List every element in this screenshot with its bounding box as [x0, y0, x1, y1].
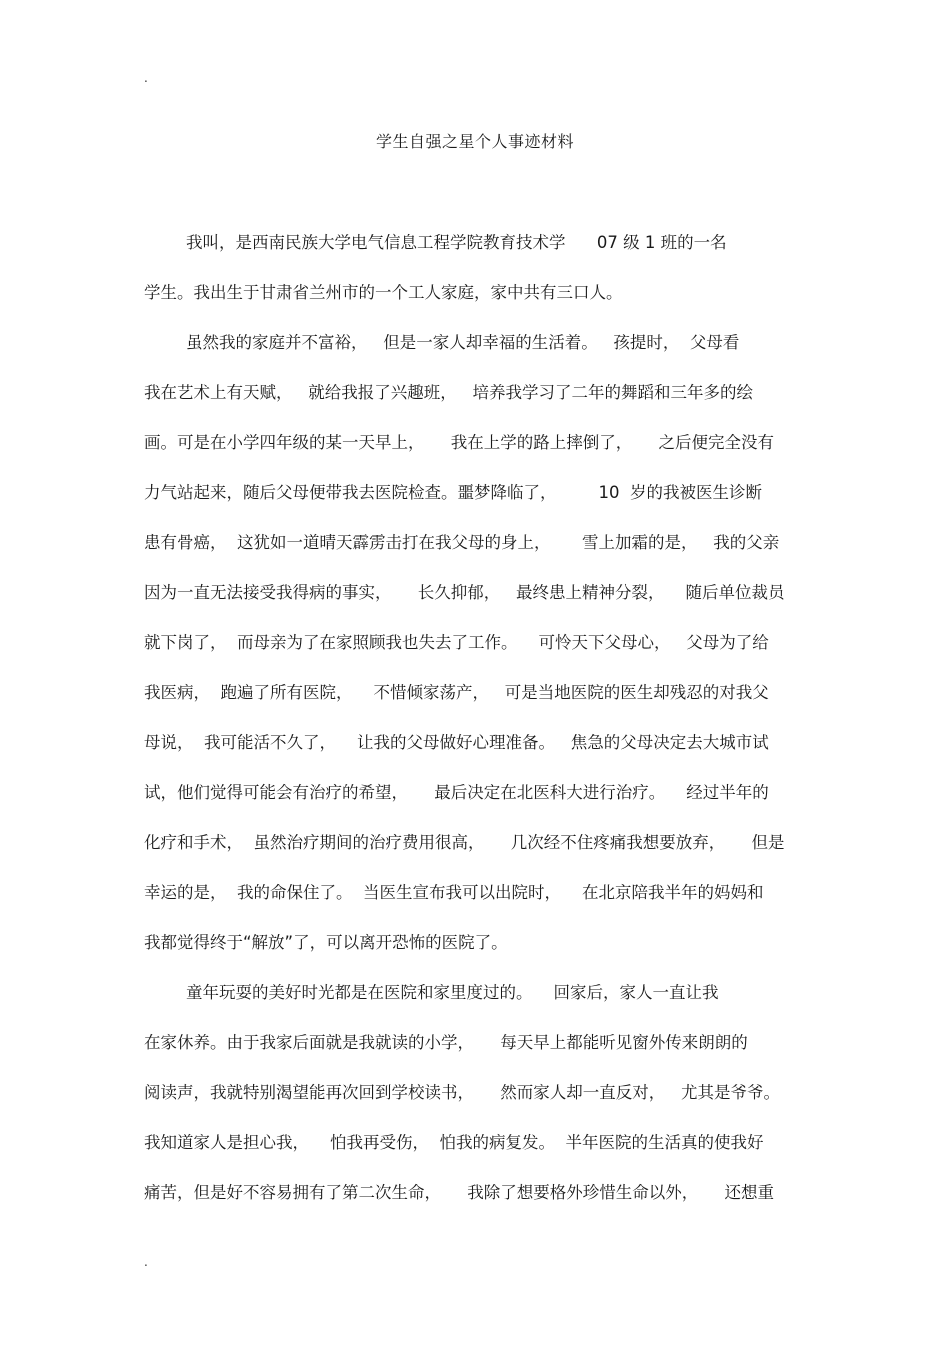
- body-line: 我医病， 跑遍了所有医院， 不惜倾家荡产， 可是当地医院的医生却残忍的对我父: [144, 683, 769, 702]
- body-line: 患有骨癌， 这犹如一道晴天霹雳击打在我父母的身上， 雪上加霜的是， 我的父亲: [144, 533, 780, 552]
- body-line: 童年玩耍的美好时光都是在医院和家里度过的。 回家后，家人一直让我: [144, 983, 719, 1002]
- body-line: 学生。我出生于甘肃省兰州市的一个工人家庭，家中共有三口人。: [144, 283, 623, 302]
- body-line: 就下岗了， 而母亲为了在家照顾我也失去了工作。 可怜天下父母心， 父母为了给: [144, 633, 769, 652]
- body-line: 阅读声，我就特别渴望能再次回到学校读书， 然而家人却一直反对， 尤其是爷爷。: [144, 1083, 780, 1102]
- body-line: 我都觉得终于“解放”了，可以离开恐怖的医院了。: [144, 933, 508, 952]
- body-line: 虽然我的家庭并不富裕， 但是一家人却幸福的生活着。 孩提时， 父母看: [144, 333, 740, 352]
- body-line: 化疗和手术， 虽然治疗期间的治疗费用很高， 几次经不住疼痛我想要放弃， 但是: [144, 833, 785, 852]
- body-line: 幸运的是， 我的命保住了。 当医生宣布我可以出院时， 在北京陪我半年的妈妈和: [144, 883, 764, 902]
- body-line: 痛苦，但是好不容易拥有了第二次生命， 我除了想要格外珍惜生命以外， 还想重: [144, 1183, 774, 1202]
- document-title: 学生自强之星个人事迹材料: [375, 132, 574, 151]
- body-line: 力气站起来，随后父母便带我去医院检查。噩梦降临了， 10 岁的我被医生诊断: [144, 483, 762, 502]
- body-line: 母说， 我可能活不久了， 让我的父母做好心理准备。 焦急的父母决定去大城市试: [144, 733, 769, 752]
- body-line: 画。可是在小学四年级的某一天早上， 我在上学的路上摔倒了， 之后便完全没有: [144, 433, 774, 452]
- body-line: 我知道家人是担心我， 怕我再受伤， 怕我的病复发。 半年医院的生活真的使我好: [144, 1133, 764, 1152]
- bottom-page-mark: .: [144, 1255, 148, 1269]
- body-line: 试，他们觉得可能会有治疗的希望， 最后决定在北医科大进行治疗。 经过半年的: [144, 783, 769, 802]
- body-line: 我在艺术上有天赋， 就给我报了兴趣班， 培养我学习了二年的舞蹈和三年多的绘: [144, 383, 753, 402]
- top-page-mark: .: [144, 71, 148, 85]
- body-line: 因为一直无法接受我得病的事实， 长久抑郁， 最终患上精神分裂， 随后单位裁员: [144, 583, 785, 602]
- body-line: 我叫，是西南民族大学电气信息工程学院教育技术学 07 级 1 班的一名: [144, 233, 727, 252]
- body-line: 在家休养。由于我家后面就是我就读的小学， 每天早上都能听见窗外传来朗朗的: [144, 1033, 748, 1052]
